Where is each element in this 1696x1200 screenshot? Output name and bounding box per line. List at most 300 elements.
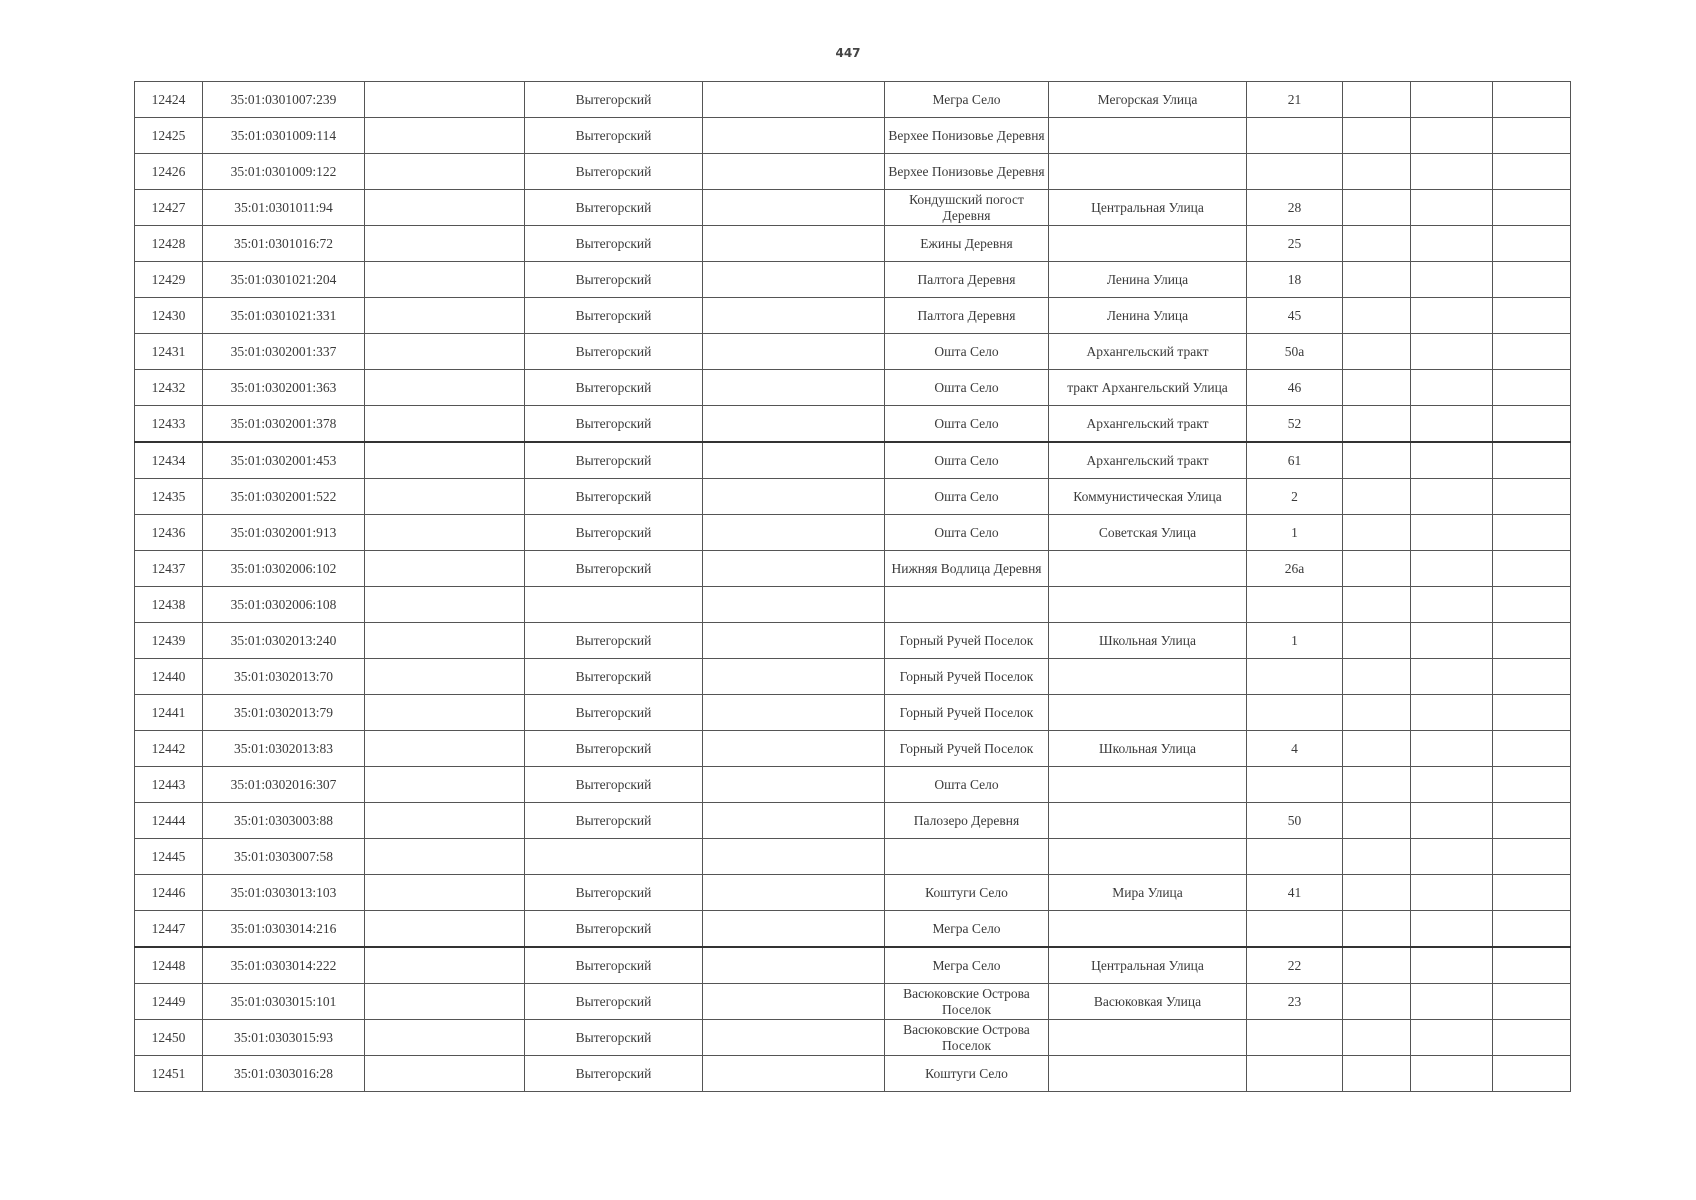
locality-cell: Коштуги Село: [885, 875, 1049, 911]
empty-cell: [1411, 551, 1493, 587]
district-cell: Вытегорский: [525, 82, 703, 118]
empty-cell: [1343, 442, 1411, 479]
empty-cell: [703, 803, 885, 839]
district-cell: Вытегорский: [525, 515, 703, 551]
record-number-cell: 12437: [135, 551, 203, 587]
district-cell: Вытегорский: [525, 442, 703, 479]
street-cell: Мегорская Улица: [1049, 82, 1247, 118]
empty-cell: [1493, 154, 1571, 190]
locality-cell: Кондушский погост Деревня: [885, 190, 1049, 226]
house-number-cell: 25: [1247, 226, 1343, 262]
cadastral-number-cell: 35:01:0301011:94: [203, 190, 365, 226]
house-number-cell: 21: [1247, 82, 1343, 118]
district-cell: Вытегорский: [525, 767, 703, 803]
record-number-cell: 12441: [135, 695, 203, 731]
street-cell: Советская Улица: [1049, 515, 1247, 551]
district-cell: Вытегорский: [525, 334, 703, 370]
district-cell: Вытегорский: [525, 406, 703, 443]
record-number-cell: 12433: [135, 406, 203, 443]
street-cell: [1049, 839, 1247, 875]
empty-cell: [1493, 334, 1571, 370]
empty-cell: [1411, 334, 1493, 370]
register-body: [135, 82, 1571, 1092]
empty-cell: [703, 442, 885, 479]
empty-cell: [1343, 731, 1411, 767]
house-number-cell: [1247, 839, 1343, 875]
empty-cell: [365, 82, 525, 118]
page-number: 447: [835, 46, 861, 60]
table-row: [135, 875, 1571, 911]
empty-cell: [703, 767, 885, 803]
house-number-cell: 52: [1247, 406, 1343, 443]
district-cell: Вытегорский: [525, 479, 703, 515]
empty-cell: [1493, 839, 1571, 875]
street-cell: Центральная Улица: [1049, 947, 1247, 984]
cadastral-number-cell: 35:01:0302006:108: [203, 587, 365, 623]
empty-cell: [1493, 190, 1571, 226]
district-cell: Вытегорский: [525, 190, 703, 226]
table-row: [135, 154, 1571, 190]
empty-cell: [1493, 551, 1571, 587]
table-row: [135, 442, 1571, 479]
empty-cell: [1493, 695, 1571, 731]
empty-cell: [1343, 334, 1411, 370]
empty-cell: [1493, 370, 1571, 406]
record-number-cell: 12444: [135, 803, 203, 839]
locality-cell: Нижняя Водлица Деревня: [885, 551, 1049, 587]
empty-cell: [365, 442, 525, 479]
house-number-cell: 23: [1247, 984, 1343, 1020]
empty-cell: [1411, 623, 1493, 659]
empty-cell: [1343, 984, 1411, 1020]
locality-cell: Ежины Деревня: [885, 226, 1049, 262]
street-cell: [1049, 767, 1247, 803]
empty-cell: [1493, 262, 1571, 298]
district-cell: Вытегорский: [525, 154, 703, 190]
empty-cell: [1411, 118, 1493, 154]
locality-cell: [885, 839, 1049, 875]
empty-cell: [1343, 659, 1411, 695]
district-cell: Вытегорский: [525, 226, 703, 262]
table-row: [135, 334, 1571, 370]
cadastral-number-cell: 35:01:0302013:83: [203, 731, 365, 767]
empty-cell: [703, 154, 885, 190]
empty-cell: [703, 875, 885, 911]
record-number-cell: 12448: [135, 947, 203, 984]
street-cell: Школьная Улица: [1049, 731, 1247, 767]
district-cell: Вытегорский: [525, 623, 703, 659]
empty-cell: [365, 947, 525, 984]
empty-cell: [365, 695, 525, 731]
empty-cell: [1411, 911, 1493, 948]
street-cell: [1049, 659, 1247, 695]
record-number-cell: 12434: [135, 442, 203, 479]
locality-cell: Мегра Село: [885, 82, 1049, 118]
empty-cell: [365, 839, 525, 875]
record-number-cell: 12445: [135, 839, 203, 875]
locality-cell: Ошта Село: [885, 334, 1049, 370]
record-number-cell: 12440: [135, 659, 203, 695]
district-cell: Вытегорский: [525, 731, 703, 767]
empty-cell: [1411, 298, 1493, 334]
locality-cell: Мегра Село: [885, 911, 1049, 948]
empty-cell: [365, 479, 525, 515]
house-number-cell: [1247, 659, 1343, 695]
empty-cell: [1343, 118, 1411, 154]
empty-cell: [1343, 82, 1411, 118]
house-number-cell: 22: [1247, 947, 1343, 984]
locality-cell: Ошта Село: [885, 370, 1049, 406]
cadastral-number-cell: 35:01:0302013:79: [203, 695, 365, 731]
cadastral-number-cell: 35:01:0302001:522: [203, 479, 365, 515]
district-cell: Вытегорский: [525, 659, 703, 695]
empty-cell: [703, 947, 885, 984]
street-cell: [1049, 226, 1247, 262]
street-cell: Архангельский тракт: [1049, 442, 1247, 479]
cadastral-number-cell: 35:01:0301021:331: [203, 298, 365, 334]
empty-cell: [365, 911, 525, 948]
empty-cell: [1493, 406, 1571, 443]
house-number-cell: 4: [1247, 731, 1343, 767]
street-cell: Ленина Улица: [1049, 298, 1247, 334]
record-number-cell: 12438: [135, 587, 203, 623]
record-number-cell: 12436: [135, 515, 203, 551]
empty-cell: [1343, 839, 1411, 875]
empty-cell: [1343, 1020, 1411, 1056]
street-cell: Ленина Улица: [1049, 262, 1247, 298]
record-number-cell: 12431: [135, 334, 203, 370]
street-cell: [1049, 587, 1247, 623]
empty-cell: [1411, 659, 1493, 695]
street-cell: Центральная Улица: [1049, 190, 1247, 226]
cadastral-number-cell: 35:01:0303013:103: [203, 875, 365, 911]
empty-cell: [1411, 767, 1493, 803]
house-number-cell: [1247, 695, 1343, 731]
cadastral-number-cell: 35:01:0302013:240: [203, 623, 365, 659]
house-number-cell: [1247, 118, 1343, 154]
district-cell: [525, 587, 703, 623]
cadastral-number-cell: 35:01:0303014:216: [203, 911, 365, 948]
empty-cell: [1411, 370, 1493, 406]
locality-cell: [885, 587, 1049, 623]
empty-cell: [1411, 479, 1493, 515]
cadastral-number-cell: 35:01:0302001:453: [203, 442, 365, 479]
street-cell: [1049, 118, 1247, 154]
locality-cell: Горный Ручей Поселок: [885, 695, 1049, 731]
empty-cell: [365, 118, 525, 154]
house-number-cell: 1: [1247, 623, 1343, 659]
cadastral-number-cell: 35:01:0302013:70: [203, 659, 365, 695]
empty-cell: [1343, 875, 1411, 911]
house-number-cell: 50: [1247, 803, 1343, 839]
empty-cell: [1411, 875, 1493, 911]
empty-cell: [1343, 623, 1411, 659]
cadastral-number-cell: 35:01:0302001:337: [203, 334, 365, 370]
house-number-cell: 2: [1247, 479, 1343, 515]
house-number-cell: 28: [1247, 190, 1343, 226]
empty-cell: [365, 623, 525, 659]
cadastral-number-cell: 35:01:0302001:363: [203, 370, 365, 406]
empty-cell: [1493, 1020, 1571, 1056]
empty-cell: [1493, 118, 1571, 154]
district-cell: Вытегорский: [525, 947, 703, 984]
empty-cell: [1493, 442, 1571, 479]
empty-cell: [365, 190, 525, 226]
empty-cell: [1493, 947, 1571, 984]
street-cell: Школьная Улица: [1049, 623, 1247, 659]
empty-cell: [1343, 803, 1411, 839]
table-row: [135, 1056, 1571, 1092]
empty-cell: [703, 370, 885, 406]
empty-cell: [1493, 1056, 1571, 1092]
house-number-cell: 41: [1247, 875, 1343, 911]
empty-cell: [365, 767, 525, 803]
empty-cell: [703, 659, 885, 695]
house-number-cell: [1247, 1020, 1343, 1056]
street-cell: [1049, 695, 1247, 731]
empty-cell: [1411, 587, 1493, 623]
cadastral-number-cell: 35:01:0301007:239: [203, 82, 365, 118]
empty-cell: [1493, 731, 1571, 767]
empty-cell: [365, 1056, 525, 1092]
table-row: [135, 551, 1571, 587]
empty-cell: [1411, 731, 1493, 767]
locality-cell: Верхее Понизовье Деревня: [885, 118, 1049, 154]
street-cell: Коммунистическая Улица: [1049, 479, 1247, 515]
locality-cell: Васюковские Острова Поселок: [885, 984, 1049, 1020]
empty-cell: [1411, 803, 1493, 839]
street-cell: Архангельский тракт: [1049, 406, 1247, 443]
empty-cell: [1411, 1020, 1493, 1056]
table-row: [135, 623, 1571, 659]
empty-cell: [1493, 515, 1571, 551]
empty-cell: [703, 190, 885, 226]
empty-cell: [703, 226, 885, 262]
empty-cell: [1343, 767, 1411, 803]
district-cell: Вытегорский: [525, 1020, 703, 1056]
table-row: [135, 659, 1571, 695]
table-row: [135, 911, 1571, 948]
table-row: [135, 479, 1571, 515]
empty-cell: [703, 406, 885, 443]
cadastral-number-cell: 35:01:0301016:72: [203, 226, 365, 262]
locality-cell: Палтога Деревня: [885, 262, 1049, 298]
locality-cell: Ошта Село: [885, 479, 1049, 515]
district-cell: Вытегорский: [525, 262, 703, 298]
empty-cell: [703, 623, 885, 659]
locality-cell: Ошта Село: [885, 515, 1049, 551]
empty-cell: [1343, 515, 1411, 551]
district-cell: Вытегорский: [525, 370, 703, 406]
empty-cell: [1343, 911, 1411, 948]
empty-cell: [1493, 803, 1571, 839]
locality-cell: Ошта Село: [885, 442, 1049, 479]
district-cell: Вытегорский: [525, 298, 703, 334]
street-cell: [1049, 1056, 1247, 1092]
empty-cell: [703, 551, 885, 587]
empty-cell: [1493, 298, 1571, 334]
table-row: [135, 984, 1571, 1020]
empty-cell: [703, 298, 885, 334]
empty-cell: [365, 406, 525, 443]
cadastral-number-cell: 35:01:0301009:114: [203, 118, 365, 154]
district-cell: [525, 839, 703, 875]
street-cell: Мира Улица: [1049, 875, 1247, 911]
record-number-cell: 12439: [135, 623, 203, 659]
house-number-cell: [1247, 911, 1343, 948]
cadastral-number-cell: 35:01:0301021:204: [203, 262, 365, 298]
locality-cell: Васюковские Острова Поселок: [885, 1020, 1049, 1056]
locality-cell: Палтога Деревня: [885, 298, 1049, 334]
district-cell: Вытегорский: [525, 984, 703, 1020]
empty-cell: [365, 226, 525, 262]
empty-cell: [703, 911, 885, 948]
empty-cell: [1411, 984, 1493, 1020]
locality-cell: Палозеро Деревня: [885, 803, 1049, 839]
empty-cell: [1343, 695, 1411, 731]
locality-cell: Горный Ручей Поселок: [885, 659, 1049, 695]
house-number-cell: 45: [1247, 298, 1343, 334]
empty-cell: [1493, 911, 1571, 948]
record-number-cell: 12429: [135, 262, 203, 298]
record-number-cell: 12443: [135, 767, 203, 803]
house-number-cell: [1247, 154, 1343, 190]
empty-cell: [1343, 947, 1411, 984]
table-row: [135, 695, 1571, 731]
empty-cell: [1493, 479, 1571, 515]
empty-cell: [703, 334, 885, 370]
empty-cell: [365, 731, 525, 767]
empty-cell: [1411, 1056, 1493, 1092]
empty-cell: [365, 1020, 525, 1056]
empty-cell: [1493, 984, 1571, 1020]
locality-cell: Ошта Село: [885, 406, 1049, 443]
table-row: [135, 226, 1571, 262]
empty-cell: [1493, 82, 1571, 118]
house-number-cell: 61: [1247, 442, 1343, 479]
table-row: [135, 262, 1571, 298]
locality-cell: Верхее Понизовье Деревня: [885, 154, 1049, 190]
empty-cell: [1493, 623, 1571, 659]
table-row: [135, 587, 1571, 623]
locality-cell: Ошта Село: [885, 767, 1049, 803]
table-row: [135, 298, 1571, 334]
district-cell: Вытегорский: [525, 551, 703, 587]
empty-cell: [703, 839, 885, 875]
empty-cell: [1343, 551, 1411, 587]
empty-cell: [703, 118, 885, 154]
empty-cell: [1343, 226, 1411, 262]
empty-cell: [365, 551, 525, 587]
empty-cell: [365, 154, 525, 190]
empty-cell: [1493, 659, 1571, 695]
record-number-cell: 12427: [135, 190, 203, 226]
empty-cell: [1411, 515, 1493, 551]
cadastral-number-cell: 35:01:0303016:28: [203, 1056, 365, 1092]
cadastral-number-cell: 35:01:0302006:102: [203, 551, 365, 587]
empty-cell: [703, 262, 885, 298]
house-number-cell: [1247, 587, 1343, 623]
empty-cell: [1343, 1056, 1411, 1092]
street-cell: [1049, 551, 1247, 587]
record-number-cell: 12426: [135, 154, 203, 190]
table-row: [135, 406, 1571, 443]
cadastral-number-cell: 35:01:0303007:58: [203, 839, 365, 875]
empty-cell: [365, 370, 525, 406]
empty-cell: [703, 1056, 885, 1092]
empty-cell: [1411, 154, 1493, 190]
record-number-cell: 12450: [135, 1020, 203, 1056]
table-row: [135, 1020, 1571, 1056]
table-row: [135, 731, 1571, 767]
empty-cell: [1411, 947, 1493, 984]
locality-cell: Горный Ручей Поселок: [885, 623, 1049, 659]
street-cell: [1049, 1020, 1247, 1056]
cadastral-number-cell: 35:01:0303015:93: [203, 1020, 365, 1056]
cadastral-number-cell: 35:01:0303015:101: [203, 984, 365, 1020]
table-row: [135, 839, 1571, 875]
empty-cell: [1343, 262, 1411, 298]
record-number-cell: 12435: [135, 479, 203, 515]
record-number-cell: 12430: [135, 298, 203, 334]
street-cell: [1049, 803, 1247, 839]
locality-cell: Мегра Село: [885, 947, 1049, 984]
empty-cell: [1411, 82, 1493, 118]
street-cell: Архангельский тракт: [1049, 334, 1247, 370]
cadastral-number-cell: 35:01:0301009:122: [203, 154, 365, 190]
cadastral-number-cell: 35:01:0303014:222: [203, 947, 365, 984]
table-row: [135, 370, 1571, 406]
table-row: [135, 190, 1571, 226]
cadastral-number-cell: 35:01:0302016:307: [203, 767, 365, 803]
empty-cell: [365, 262, 525, 298]
house-number-cell: [1247, 767, 1343, 803]
empty-cell: [703, 984, 885, 1020]
record-number-cell: 12424: [135, 82, 203, 118]
record-number-cell: 12451: [135, 1056, 203, 1092]
house-number-cell: 26а: [1247, 551, 1343, 587]
record-number-cell: 12442: [135, 731, 203, 767]
table-row: [135, 82, 1571, 118]
empty-cell: [1343, 406, 1411, 443]
house-number-cell: 50а: [1247, 334, 1343, 370]
empty-cell: [1343, 190, 1411, 226]
empty-cell: [1493, 767, 1571, 803]
empty-cell: [703, 479, 885, 515]
record-number-cell: 12432: [135, 370, 203, 406]
empty-cell: [1343, 587, 1411, 623]
empty-cell: [1411, 695, 1493, 731]
street-cell: тракт Архангельский Улица: [1049, 370, 1247, 406]
house-number-cell: 46: [1247, 370, 1343, 406]
house-number-cell: [1247, 1056, 1343, 1092]
empty-cell: [365, 298, 525, 334]
empty-cell: [703, 82, 885, 118]
table-row: [135, 118, 1571, 154]
district-cell: Вытегорский: [525, 1056, 703, 1092]
table-row: [135, 947, 1571, 984]
cadastral-number-cell: 35:01:0302001:913: [203, 515, 365, 551]
empty-cell: [1411, 190, 1493, 226]
empty-cell: [703, 731, 885, 767]
table-row: [135, 767, 1571, 803]
empty-cell: [1343, 370, 1411, 406]
empty-cell: [365, 875, 525, 911]
district-cell: Вытегорский: [525, 911, 703, 948]
street-cell: Васюковкая Улица: [1049, 984, 1247, 1020]
district-cell: Вытегорский: [525, 118, 703, 154]
empty-cell: [1411, 262, 1493, 298]
